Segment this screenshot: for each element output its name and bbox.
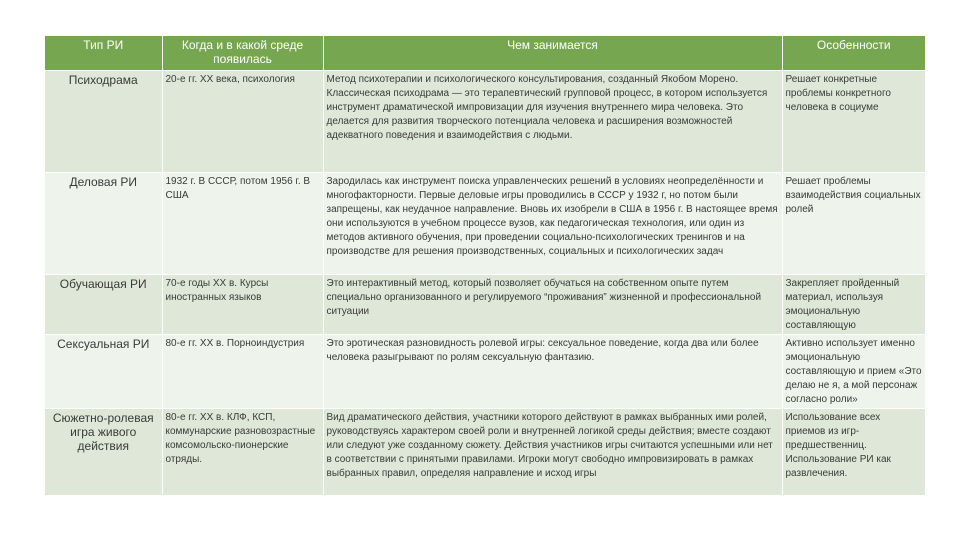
cell-what: Это эротическая разновидность ролевой игры: сексуальное поведение, когда два или более человека разыгрывают по ролям сексуальную фантазию. bbox=[323, 335, 782, 409]
cell-what: Это интерактивный метод, который позволяет обучаться на собственном опыте путем специально организованного и регулируемого “проживания” жизненной и профессиональной ситуации bbox=[323, 275, 782, 335]
cell-type: Сюжетно-ролевая игра живого действия bbox=[45, 409, 162, 496]
role-play-table bbox=[45, 36, 925, 495]
cell-what: Вид драматического действия, участники которого действуют в рамках выбранных ими ролей, руководствуясь характером своей роли и внутренней логикой среды действия; вместе создают или следуют уже созданному сюжету. Действия участников игры считаются успешными или нет в соответствии с принятыми правилами. Игроки могут свободно импровизировать в рамках выбранных правил, определяя направление и исход игры bbox=[323, 409, 782, 496]
header-row bbox=[45, 36, 925, 71]
cell-what: Зародилась как инструмент поиска управленческих решений в условиях неопределённости и многофакторности. Первые деловые игры проводились в СССР у 1932 г, но потом были запрещены, как неудачное направление. Вновь их изобрели в США в 1956 г. В настоящее время они используются в учебном процессе вузов, как педагогическая технология, или один из методов активного обучения, при проведении социально-психологических тренингов и на производстве для решения производственных, социальных и психологических задач bbox=[323, 173, 782, 275]
cell-features: Закрепляет пройденный материал, используя эмоциональную составляющую bbox=[782, 275, 925, 335]
cell-features: Активно использует именно эмоциональную составляющую и прием «Это делаю не я, а мой персонаж согласно роли» bbox=[782, 335, 925, 409]
table-row bbox=[45, 275, 925, 335]
cell-when: 20-е гг. XX века, психология bbox=[162, 71, 323, 173]
cell-when: 70-е годы XX в. Курсы иностранных языков bbox=[162, 275, 323, 335]
cell-when: 80-е гг. XX в. Порноиндустрия bbox=[162, 335, 323, 409]
cell-type: Сексуальная РИ bbox=[45, 335, 162, 409]
header-when: Когда и в какой среде появилась bbox=[162, 36, 323, 71]
cell-when: 80-е гг. XX в. КЛФ, КСП, коммунарские разновозрастные комсомольско-пионерские отряды. bbox=[162, 409, 323, 496]
table-row bbox=[45, 173, 925, 275]
cell-type: Психодрама bbox=[45, 71, 162, 173]
cell-what: Метод психотерапии и психологического консультирования, созданный Якобом Морено. Классическая психодрама — это терапевтический групповой процесс, в котором используется инструмент драматической импровизации для изучения внутреннего мира человека. Это делается для развития творческого потенциала человека и расширения возможностей адекватного поведения и взаимодействия с людьми. bbox=[323, 71, 782, 173]
cell-type: Обучающая РИ bbox=[45, 275, 162, 335]
header-what: Чем занимается bbox=[323, 36, 782, 71]
table-row bbox=[45, 71, 925, 173]
header-features: Особенности bbox=[782, 36, 925, 71]
cell-when: 1932 г. В СССР, потом 1956 г. В США bbox=[162, 173, 323, 275]
cell-features: Решает конкретные проблемы конкретного человека в социуме bbox=[782, 71, 925, 173]
header-type: Тип РИ bbox=[45, 36, 162, 71]
cell-features: Решает проблемы взаимодействия социальных ролей bbox=[782, 173, 925, 275]
table-row bbox=[45, 335, 925, 409]
cell-features: Использование всех приемов из игр-предшественниц. Использование РИ как развлечения. bbox=[782, 409, 925, 496]
table-row bbox=[45, 409, 925, 496]
cell-type: Деловая РИ bbox=[45, 173, 162, 275]
